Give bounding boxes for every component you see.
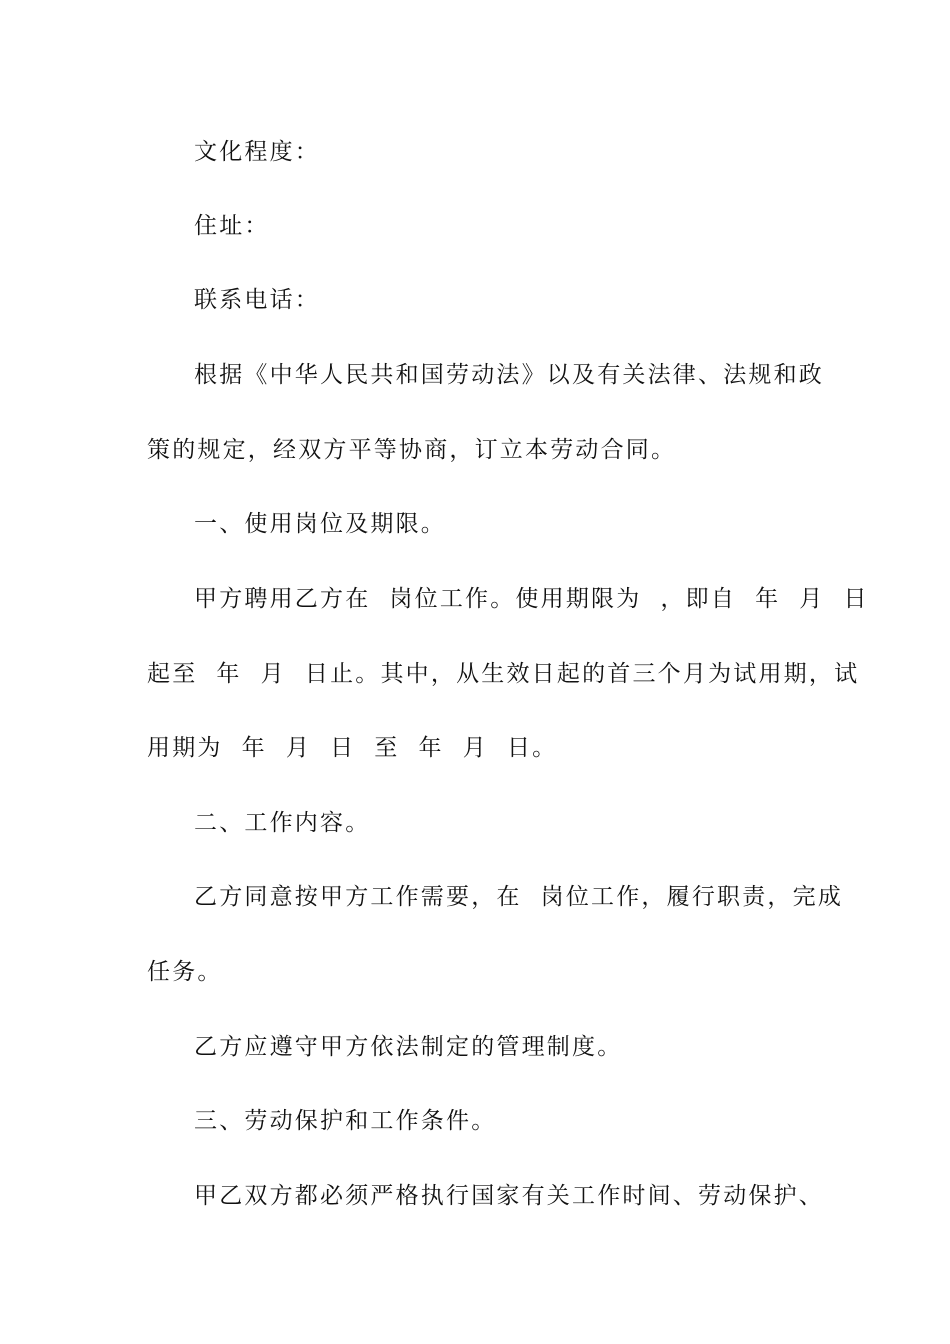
paragraph-work-line-2: 任务。 (147, 959, 223, 985)
paragraph-term-line-1: 甲方聘用乙方在 岗位工作。使用期限为 ，即自 年 月 日 (194, 586, 869, 612)
section-heading-3: 三、劳动保护和工作条件。 (194, 1108, 497, 1134)
paragraph-basis-line-1: 根据《中华人民共和国劳动法》以及有关法律、法规和政 (194, 362, 824, 388)
field-address: 住址： (194, 213, 270, 239)
paragraph-protection-line-1: 甲乙双方都必须严格执行国家有关工作时间、劳动保护、 (194, 1183, 824, 1209)
section-heading-1: 一、使用岗位及期限。 (194, 511, 446, 537)
section-heading-2: 二、工作内容。 (194, 810, 371, 836)
paragraph-term-line-3: 用期为 年 月 日 至 年 月 日。 (147, 735, 558, 761)
field-phone: 联系电话： (194, 287, 320, 313)
paragraph-term-line-2: 起至 年 月 日止。其中，从生效日起的首三个月为试用期，试 (147, 661, 860, 687)
paragraph-rules: 乙方应遵守甲方依法制定的管理制度。 (194, 1034, 623, 1060)
paragraph-work-line-1: 乙方同意按甲方工作需要，在 岗位工作，履行职责，完成 (194, 884, 844, 910)
paragraph-basis-line-2: 策的规定，经双方平等协商，订立本劳动合同。 (147, 437, 677, 463)
field-education: 文化程度： (194, 139, 320, 165)
